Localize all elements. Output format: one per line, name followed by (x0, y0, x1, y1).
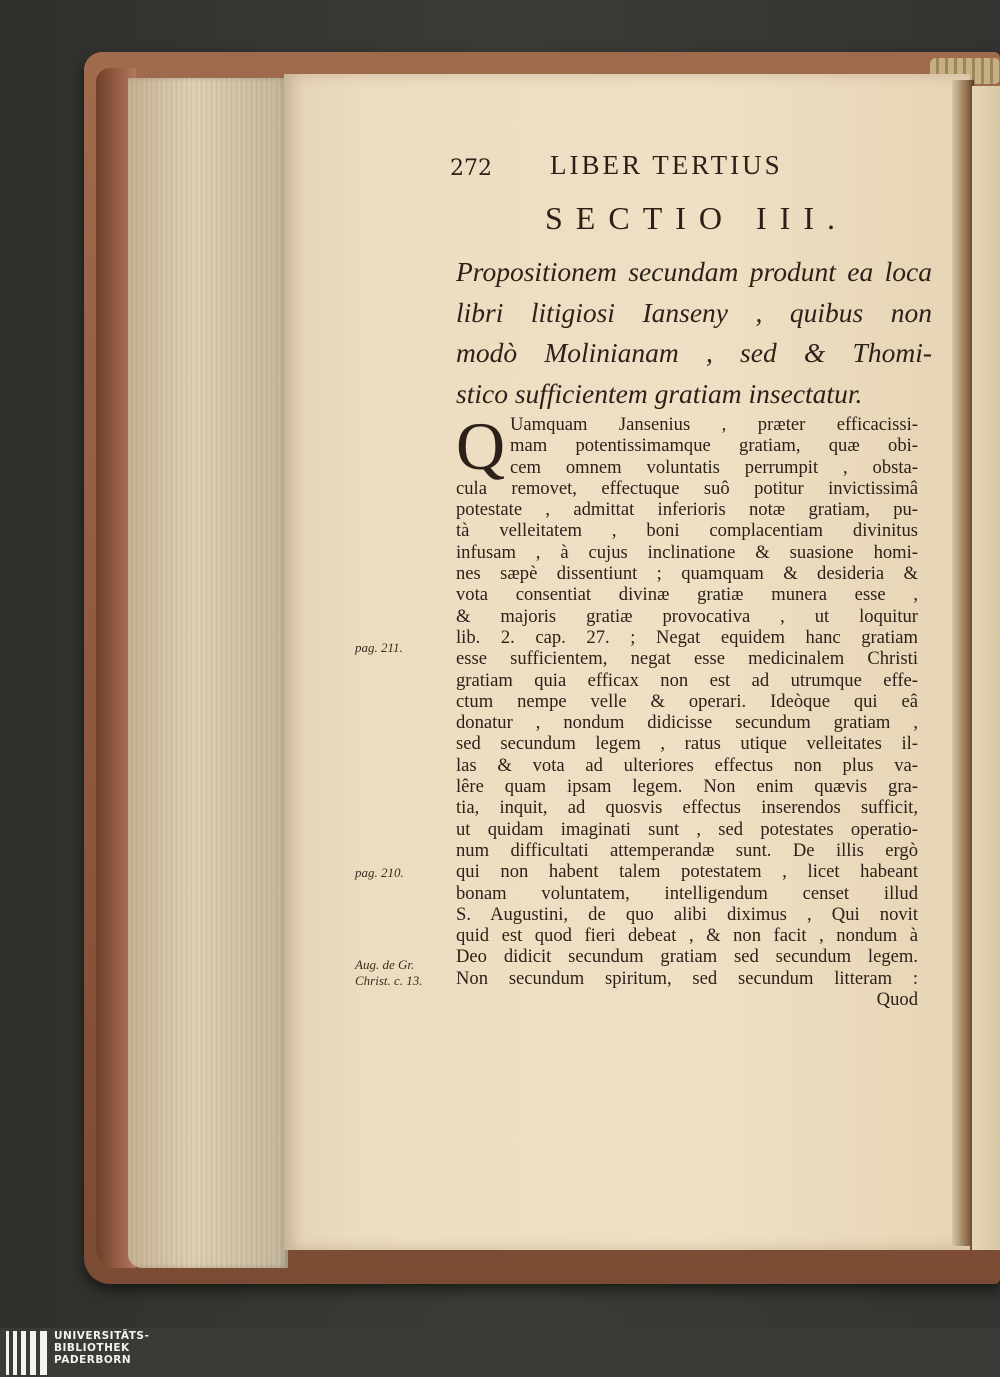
text-line: quid est quod fieri debeat , & non facit , nondum à (456, 925, 918, 947)
gutter-shadow (952, 80, 974, 1246)
text-line: potestate , admittat inferioris notæ gratiam, pu- (456, 499, 918, 521)
text-line: las & vota ad ulteriores effectus non plus va- (456, 754, 918, 776)
catchword: Quod (876, 989, 918, 1011)
library-footer (0, 1328, 1000, 1377)
summary-line: stico sufficientem gratiam insectatur. (456, 377, 863, 409)
text-line: ctum nempe velle & operari. Ideòque qui eâ (456, 690, 918, 712)
running-head (450, 150, 840, 186)
summary-line: Propositionem secundam produnt ea loca (456, 256, 932, 287)
page-number: 272 (450, 156, 492, 181)
text-line: tà velleitatem , boni complacentiam divinitus (456, 520, 918, 542)
text-line: Uamquam Jansenius , præter efficacissi- (510, 414, 918, 435)
text-line: infusam , à cujus inclinatione & suasione homi- (456, 541, 918, 563)
page-stack-shadow (128, 78, 288, 1268)
section-summary (456, 252, 932, 414)
text-line: tia, inquit, ad quosvis effectus inserendos sufficit, (456, 797, 918, 819)
text-line: lêre quam ipsam legem. Non enim quævis gra- (456, 776, 918, 798)
margin-note-line: Aug. de Gr. (355, 957, 415, 972)
text-line: num difficultati attemperandæ sunt. De illis ergò (456, 839, 918, 861)
book-title: LIBER TERTIUS (550, 150, 783, 180)
margin-note-line: Christ. c. 13. (355, 973, 423, 988)
text-line: esse sufficientem, negat esse medicinalem Christi (456, 648, 918, 670)
text-line: S. Augustini, de quo alibi diximus , Qui novit (456, 903, 918, 925)
text-line: Non secundum spiritum, sed secundum litteram : (456, 967, 918, 989)
body-text (456, 408, 918, 1011)
text-line: bonam voluntatem, intelligendum censet illud (456, 882, 918, 904)
text-line: mam potentissimamque gratiam, quæ obi- (510, 435, 918, 457)
text-line: lib. 2. cap. 27. ; Negat equidem hanc gratiam (456, 626, 918, 648)
facing-page-edge (972, 86, 1000, 1250)
library-name-line: PADERBORN (54, 1354, 132, 1366)
margin-note: pag. 210. (355, 865, 404, 880)
drop-cap: Q (456, 408, 506, 484)
text-line: donatur , nondum didicisse secundum gratiam , (456, 712, 918, 734)
text-line: Deo didicit secundum gratiam sed secundum legem. (456, 946, 918, 968)
text-line: qui non habent talem potestatem , licet habeant (456, 861, 918, 883)
text-line: sed secundum legem , ratus utique velleitates il- (456, 733, 918, 755)
margin-note (355, 957, 423, 989)
text-line: vota consentiat divinæ gratiæ munera esse , (456, 584, 918, 606)
library-logo-icon (6, 1331, 50, 1375)
library-name-line: BIBLIOTHEK (54, 1342, 130, 1354)
margin-note: pag. 211. (355, 640, 403, 655)
text-line: ut quidam imaginati sunt , sed potestates operatio- (456, 818, 918, 840)
text-line: & majoris gratiæ provocativa , ut loquitur (456, 605, 918, 627)
summary-line: libri litigiosi Ianseny , quibus non (456, 296, 932, 328)
text-line: cula removet, effectuque suô potitur invictissimâ (456, 477, 918, 499)
library-name (54, 1330, 149, 1366)
text-line: nes sæpè dissentiunt ; quamquam & desideria & (456, 563, 918, 585)
text-line: gratiam quia efficax non est ad utrumque effe- (456, 669, 918, 691)
section-heading: SECTIO III. (545, 200, 848, 236)
library-name-line: UNIVERSITÄTS- (54, 1330, 150, 1342)
text-line: cem omnem voluntatis perrumpit , obsta- (510, 456, 918, 478)
summary-line: modò Molinianam , sed & Thomi- (456, 337, 932, 368)
